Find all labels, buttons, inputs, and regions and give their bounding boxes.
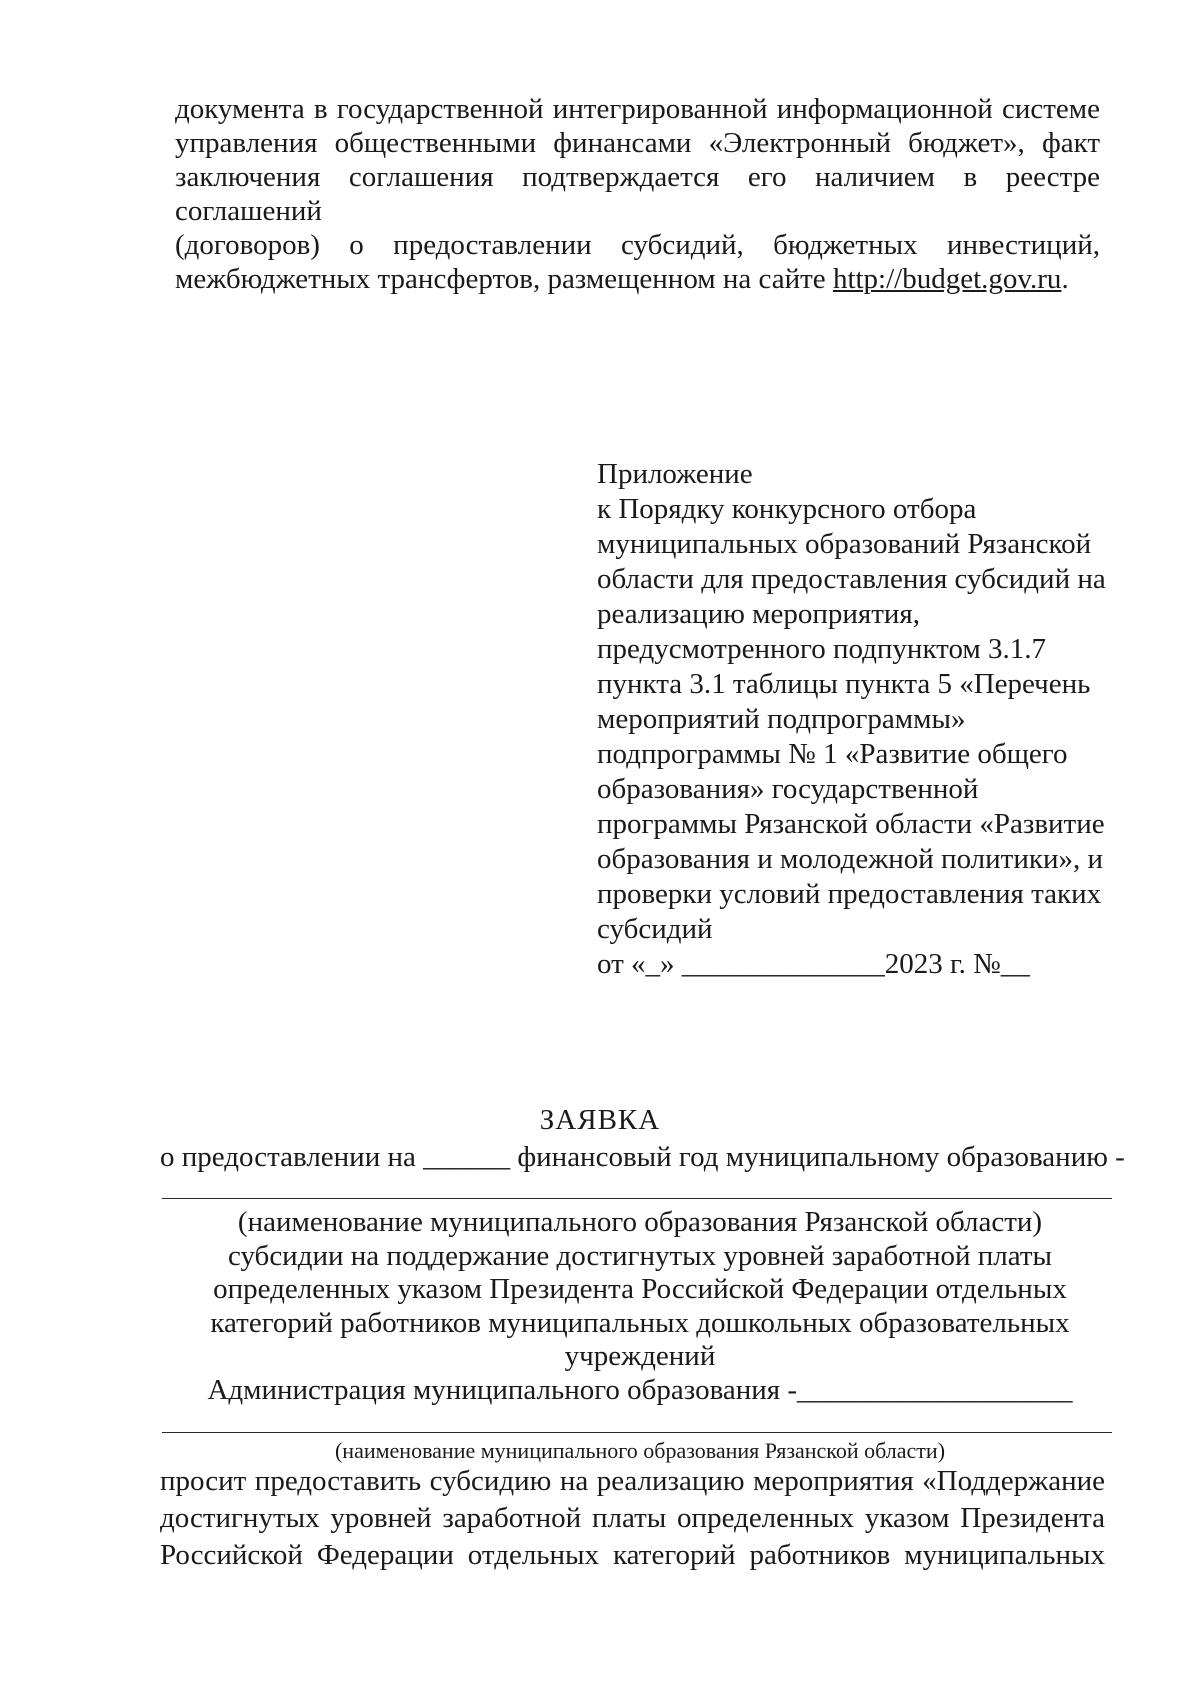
top-paragraph (175, 92, 1100, 296)
top-paragraph-line: управления общественными финансами «Электронный бюджет», факт (175, 127, 1100, 159)
request-line: Российской Федерации отдельных категорий работников муниципальных (160, 1539, 1105, 1571)
blank-underline-1 (162, 1198, 1112, 1199)
top-paragraph-line: межбюджетных трансфертов, размещенном на сайте (175, 263, 826, 295)
appendix-line: программы Рязанской области «Развитие (597, 808, 1105, 840)
blank-underline-2 (162, 1432, 1112, 1433)
appendix-line: предусмотренного подпунктом 3.1.7 (597, 633, 1046, 665)
appendix-line: Приложение (597, 458, 753, 490)
appendix-line: мероприятий подпрограммы» (597, 703, 966, 735)
appendix-line: образования и молодежной политики», и (597, 843, 1103, 875)
appendix-line: субсидий (597, 913, 713, 945)
appendix-line: подпрограммы № 1 «Развитие общего (597, 738, 1068, 770)
appendix-date-line: от «_» ______________2023 г. №__ (597, 948, 1030, 980)
top-paragraph-line: заключения соглашения подтверждается его наличием в реестре соглашений (175, 161, 1100, 227)
top-paragraph-line: документа в государственной интегрированной информационной системе (175, 93, 1100, 125)
request-line: достигнутых уровней заработной платы определенных указом Президента (160, 1502, 1105, 1534)
subsidy-line: учреждений (564, 1340, 716, 1372)
appendix-line: муниципальных образований Рязанской (597, 528, 1092, 560)
caption-municipality-name-2: (наименование муниципального образования Рязанской области) (334, 1438, 946, 1463)
appendix-line: пункта 3.1 таблицы пункта 5 «Перечень (597, 668, 1091, 700)
administration-line: Администрация муниципального образования -___________________ (207, 1374, 1073, 1406)
appendix-line: реализацию мероприятия, (597, 598, 921, 630)
appendix-line: к Порядку конкурсного отбора (597, 493, 977, 525)
request-paragraph (160, 1463, 1105, 1574)
budget-site-link[interactable]: http://budget.gov.ru (832, 263, 1062, 295)
top-paragraph-line: (договоров) о предоставлении субсидий, бюджетных инвестиций, (175, 229, 1100, 261)
appendix-header (597, 457, 1117, 947)
appendix-line: образования» государственной (597, 773, 979, 805)
request-line: просит предоставить субсидию на реализацию мероприятия «Поддержание (160, 1465, 1105, 1497)
link-suffix: . (1061, 263, 1069, 295)
application-line-1: о предоставлении на ______ финансовый год муниципальному образованию - (160, 1141, 1125, 1173)
subsidy-line: определенных указом Президента Российской Федерации отдельных (213, 1273, 1067, 1305)
application-title: ЗАЯВКА (539, 1104, 661, 1136)
appendix-line: области для предоставления субсидий на (597, 563, 1106, 595)
top-paragraph-last-line (175, 262, 1100, 296)
caption-municipality-name-1: (наименование муниципального образования Рязанской области) (237, 1206, 1043, 1238)
subsidy-line: категорий работников муниципальных дошкольных образовательных (210, 1307, 1070, 1339)
subsidy-line: субсидии на поддержание достигнутых уровней заработной платы (227, 1240, 1053, 1272)
appendix-line: проверки условий предоставления таких (597, 878, 1102, 910)
